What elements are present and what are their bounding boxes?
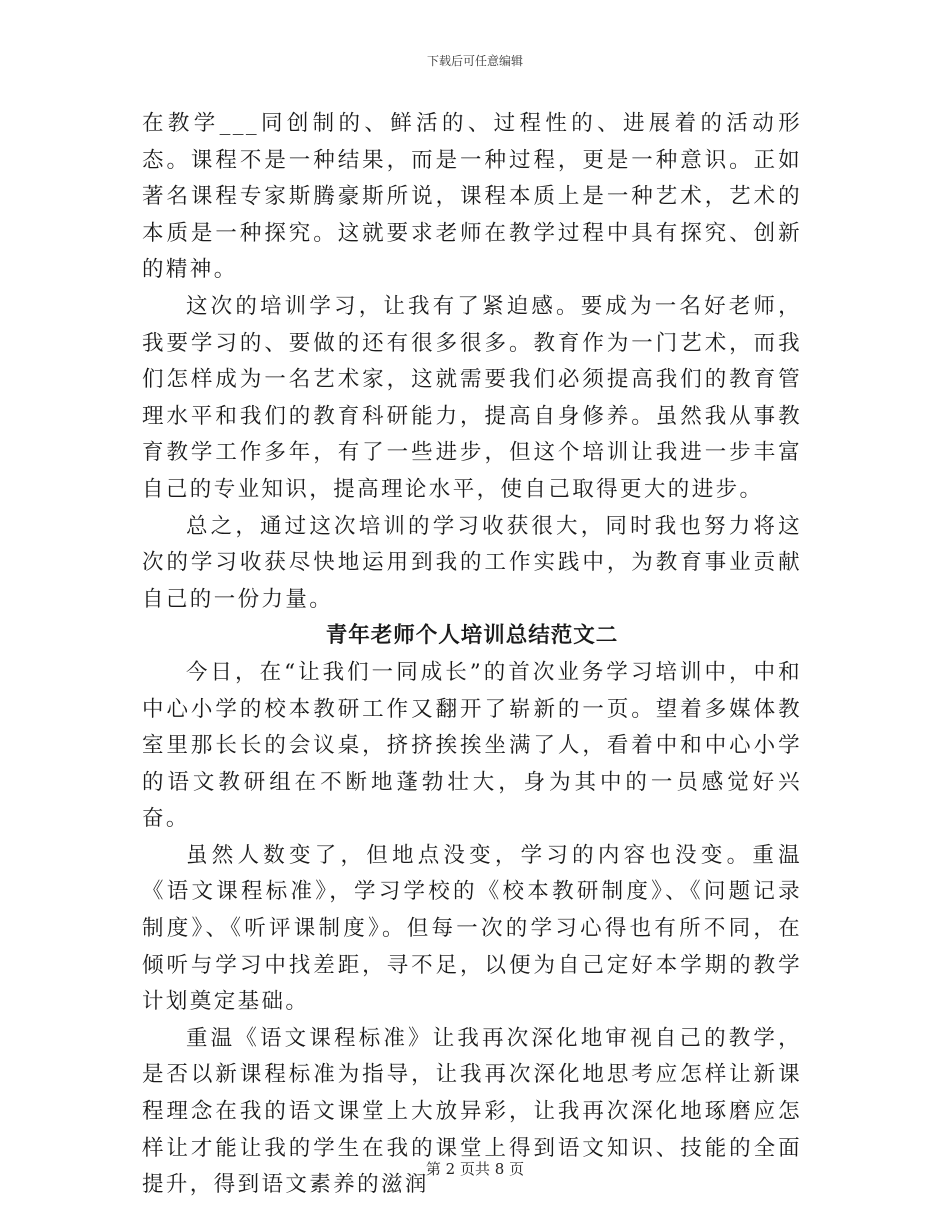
paragraph-continued: 在教学___同创制的、鲜活的、过程性的、进展着的活动形态。课程不是一种结果，而是一种过程，更是一种意识。正如著名课程专家斯腾豪斯所说，课程本质上是一种艺术，艺术的本质是一种探究。这就要求老师在教学过程中具有探究、创新的精神。 <box>142 111 802 283</box>
paragraph: 这次的培训学习，让我有了紧迫感。要成为一名好老师，我要学习的、要做的还有很多很多。教育作为一门艺术，而我们怎样成为一名艺术家，这就需要我们必须提高我们的教育管理水平和我们的教育科研能力，提高自身修养。虽然我从事教育教学工作多年，有了一些进步，但这个培训让我进一步丰富自己的专业知识，提高理论水平，使自己取得更大的进步。 <box>142 293 802 502</box>
section-title: 青年老师个人培训总结范文二 <box>325 623 619 649</box>
paragraph: 重温《语文课程标准》让我再次深化地审视自己的教学，是否以新课程标准为指导，让我再次深化地思考应怎样让新课程理念在我的语文课堂上大放异彩，让我再次深化地琢磨应怎样让才能让我的学生在我的课堂上得到语文知识、技能的全面提升，得到语文素养的滋润 <box>142 1025 802 1198</box>
paragraph: 总之，通过这次培训的学习收获很大，同时我也努力将这次的学习收获尽快地运用到我的工作实践中，为教育事业贡献自己的一份力量。 <box>142 513 802 612</box>
page-header: 下载后可任意编辑 <box>426 54 523 68</box>
paragraph: 虽然人数变了，但地点没变，学习的内容也没变。重温《语文课程标准》，学习学校的《校本教研制度》、《问题记录制度》、《听评课制度》。但每一次的学习心得也有所不同，在倾听与学习中找差距，寻不足，以便为自己定好本学期的教学计划奠定基础。 <box>142 842 802 1015</box>
paragraph: 今日，在“让我们一同成长”的首次业务学习培训中，中和中心小学的校本教研工作又翻开了崭新的一页。望着多媒体教室里那长长的会议桌，挤挤挨挨坐满了人，看着中和中心小学的语文教研组在不断地蓬勃壮大，身为其中的一员感觉好兴奋。 <box>142 659 802 832</box>
document-body <box>142 106 802 1204</box>
page-footer: 第 2 页共 8 页 <box>425 1160 525 1178</box>
